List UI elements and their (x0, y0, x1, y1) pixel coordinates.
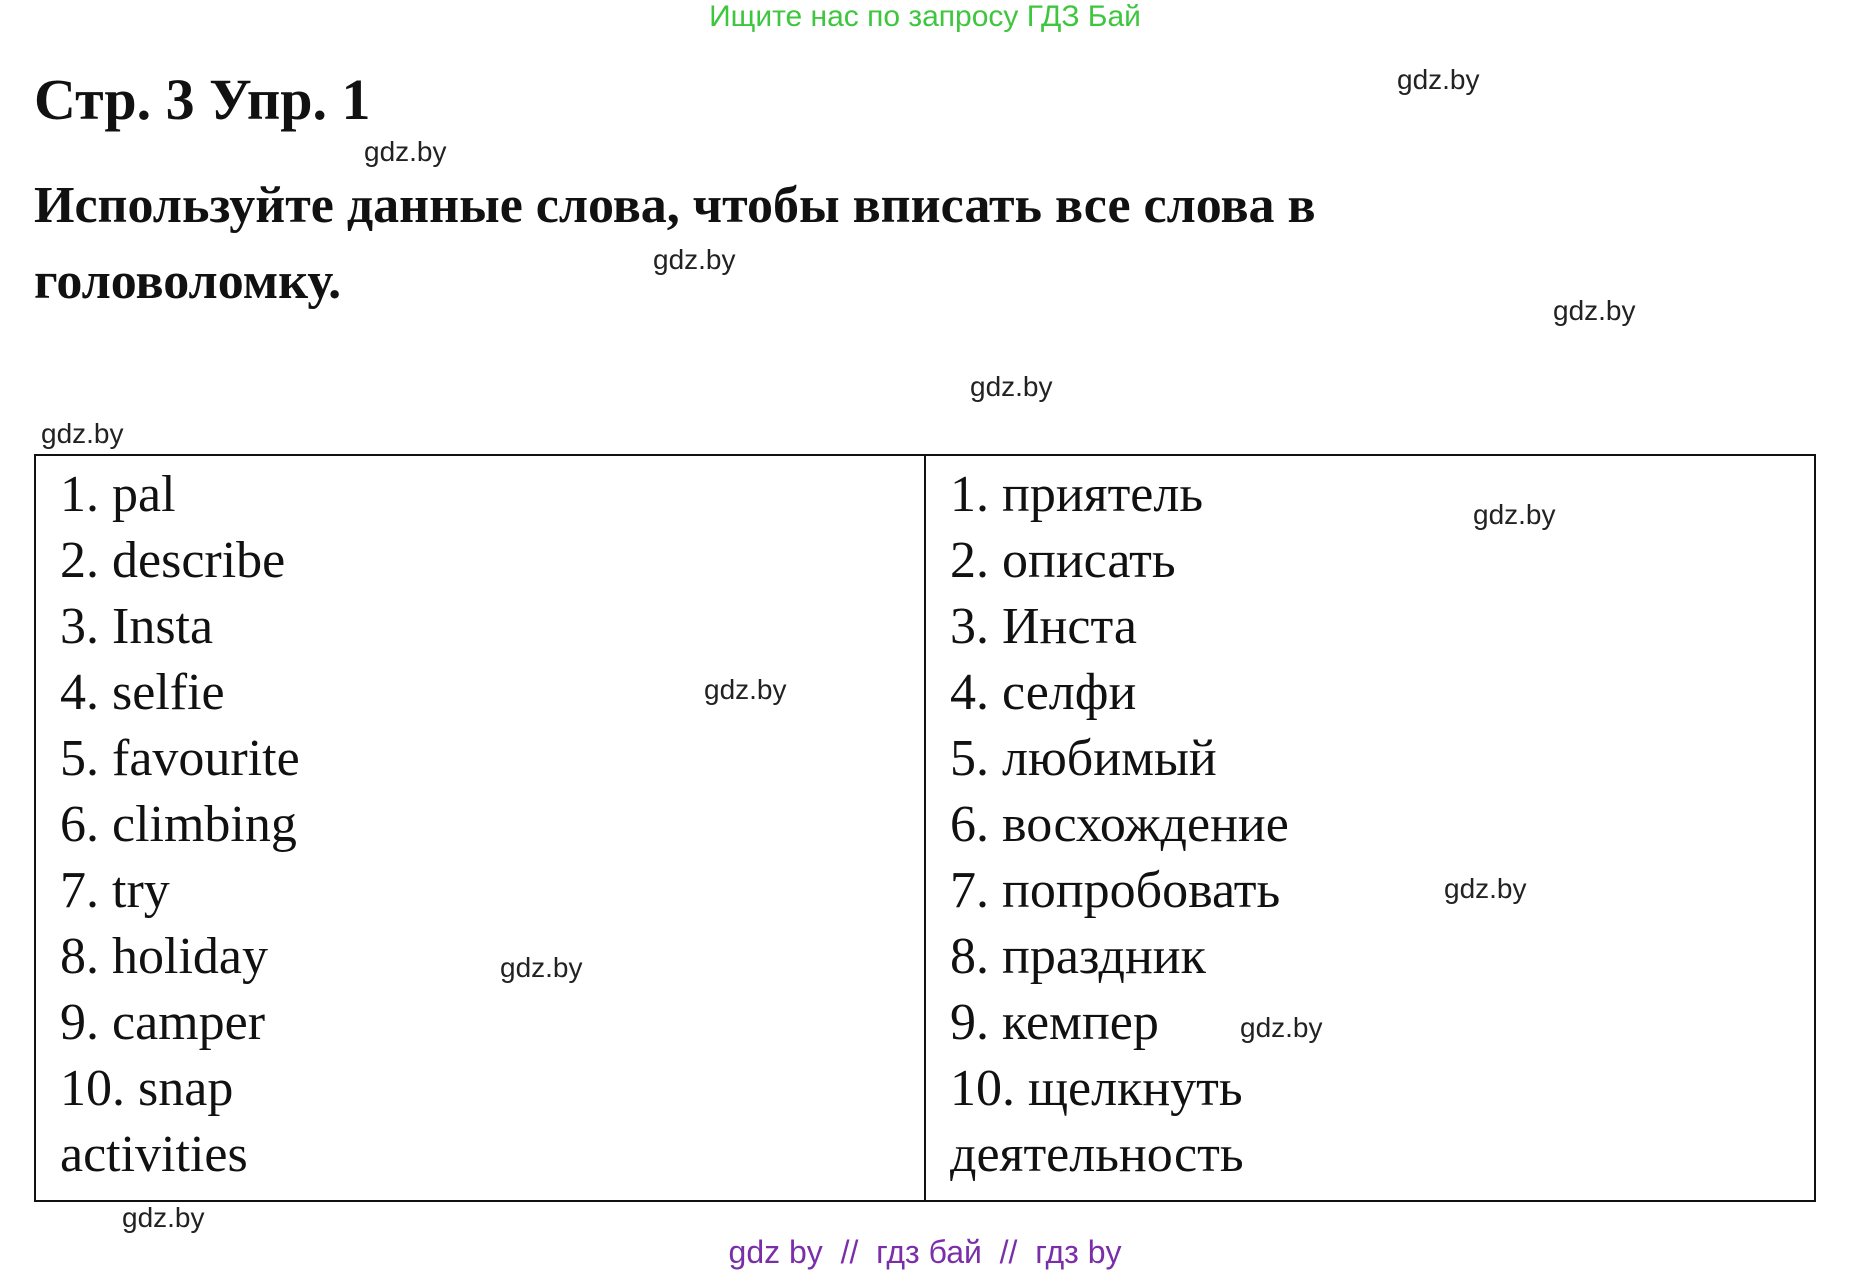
watermark: gdz.by (1444, 873, 1527, 904)
english-word: 7. try (60, 862, 170, 919)
russian-word: 7. попробовать (950, 862, 1281, 919)
english-word: 2. describe (60, 532, 286, 589)
watermark: gdz.by (41, 418, 124, 449)
watermark: gdz.by (364, 136, 447, 167)
russian-word: 3. Инста (950, 598, 1137, 655)
english-word: 3. Insta (60, 598, 214, 655)
task-instruction: Используйте данные слова, чтобы вписать все слова в головоломку. (34, 177, 1316, 310)
english-word: activities (60, 1126, 248, 1183)
english-word: 8. holiday (60, 928, 268, 985)
watermark: gdz.by (122, 1202, 205, 1233)
watermark: gdz.by (653, 244, 736, 275)
russian-word: деятельность (950, 1126, 1244, 1183)
watermark: gdz.by (970, 371, 1053, 402)
watermark: gdz.by (1397, 64, 1480, 95)
promo-banner: Ищите нас по запросу ГДЗ Бай (709, 0, 1141, 33)
english-word: 6. climbing (60, 796, 297, 853)
watermark: gdz.by (1553, 295, 1636, 326)
page-title: Стр. 3 Упр. 1 (34, 67, 371, 132)
english-word: 1. pal (60, 466, 176, 523)
russian-word: 8. праздник (950, 928, 1206, 985)
russian-column (924, 456, 1814, 1200)
watermark: gdz.by (704, 674, 787, 705)
russian-word: 9. кемпер (950, 994, 1159, 1051)
russian-word: 2. описать (950, 532, 1176, 589)
watermark: gdz.by (1473, 499, 1556, 530)
english-word: 9. camper (60, 994, 266, 1051)
vocabulary-table (34, 454, 1816, 1202)
russian-word: 10. щелкнуть (950, 1060, 1243, 1117)
russian-word: 6. восхождение (950, 796, 1289, 853)
english-column (36, 456, 924, 1200)
russian-word: 1. приятель (950, 466, 1204, 523)
russian-word: 5. любимый (950, 730, 1217, 787)
english-word: 5. favourite (60, 730, 300, 787)
english-word: 10. snap (60, 1060, 234, 1117)
footer-links: gdz by // гдз бай // гдз by (728, 1234, 1122, 1270)
english-word: 4. selfie (60, 664, 225, 721)
russian-word: 4. селфи (950, 664, 1137, 721)
watermark: gdz.by (500, 952, 583, 983)
watermark: gdz.by (1240, 1012, 1323, 1043)
